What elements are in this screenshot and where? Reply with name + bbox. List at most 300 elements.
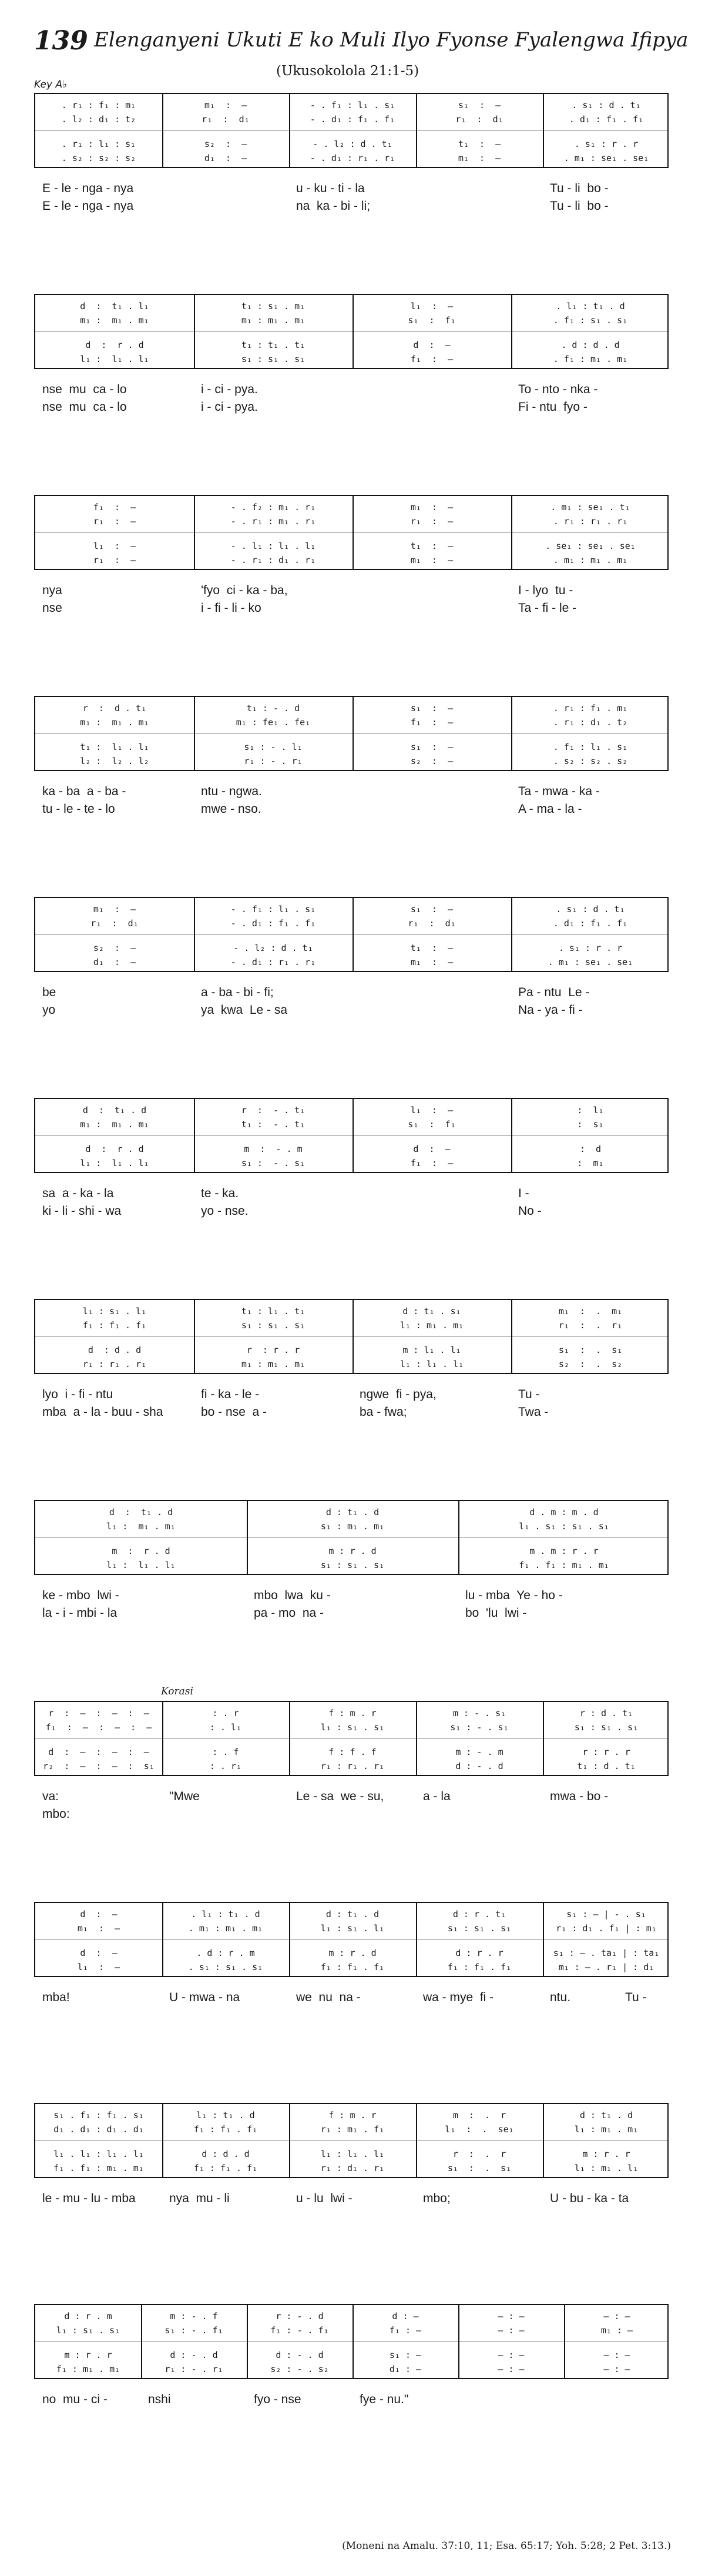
solfa-measure: - . r₁ : d₁ . r₁ — [230, 555, 316, 565]
solfa-measure: . m₁ : m₁ . m₁ — [553, 555, 628, 565]
solfa-measure: d : t₁ . d — [325, 1909, 380, 1920]
clef-divider — [35, 532, 667, 533]
solfa-measure: s₂ : . s₂ — [558, 1359, 623, 1369]
lyric-syllables: Pa - ntu Le - — [518, 986, 590, 999]
lyric-verse-2 — [34, 1805, 669, 1823]
soprano-line — [35, 501, 670, 514]
solfa-measure: - . r₁ : m₁ . r₁ — [230, 516, 316, 527]
solfa-measure: s₁ : - . s₁ — [450, 1722, 509, 1733]
solfa-measure: f : m . r — [328, 1708, 377, 1719]
solfa-measure: . l₁ : t₁ . d — [191, 1909, 260, 1920]
solfa-measure: . s₂ : s₂ : s₂ — [61, 153, 136, 163]
lyric-verse-2 — [34, 1202, 669, 1220]
lyric-syllables: mba a - la - buu - sha — [42, 1405, 163, 1419]
lyric-syllables: Na - ya - fi - — [518, 1003, 583, 1017]
clef-divider — [35, 1537, 667, 1538]
solfa-measure: - . l₁ : l₁ . l₁ — [230, 541, 316, 551]
solfa-measure: m : r . r — [582, 2149, 630, 2159]
solfa-measure: m : - . m — [244, 1144, 303, 1154]
solfa-measure: . l₁ : t₁ . d — [556, 301, 625, 311]
solfa-measure: d₁ : — — [93, 957, 136, 967]
scripture-footnote: (Moneni na Amalu. 37:10, 11; Esa. 65:17; Yoh. 5:28; 2 Pet. 3:13.) — [342, 2540, 671, 2552]
solfa-measure: s₁ : f₁ — [408, 315, 456, 326]
solfa-measure: . m₁ : se₁ . t₁ — [550, 502, 630, 512]
lyric-verse-2 — [34, 1403, 669, 1421]
lyric-syllables — [169, 180, 287, 197]
lyric-syllables: be — [42, 986, 56, 999]
alto-line — [35, 1721, 670, 1734]
solfa-measure: l₁ : . se₁ — [445, 2124, 514, 2135]
solfa-measure: s₁ : . s₁ — [558, 1345, 623, 1355]
solfa-measure: f₁ : — — [93, 502, 136, 512]
solfa-measure: d : r . m — [64, 2311, 112, 2322]
lyric-verse-1 — [34, 180, 669, 197]
lyric-syllables: lyo i - fi - ntu — [42, 1388, 113, 1401]
lyric-syllables — [465, 2391, 562, 2408]
lyric-syllables: Le - sa we - su, — [296, 1790, 384, 1803]
tenor-line — [35, 1545, 670, 1557]
solfa-measure: l₁ : m₁ . l₁ — [574, 2163, 639, 2173]
lyric-syllables — [296, 2006, 414, 2024]
scripture-reference: (Ukusokolola 21:1-5) — [276, 63, 419, 79]
lyric-syllables: no mu - ci - — [42, 2393, 108, 2406]
solfa-measure: . s₁ : r . r — [558, 943, 623, 953]
solfa-measure: s₁ : s₁ . s₁ — [447, 1923, 512, 1934]
solfa-measure: . r₁ : d₁ . t₂ — [553, 717, 628, 728]
solfa-measure: s₁ : — — [410, 742, 454, 752]
music-system — [34, 2103, 669, 2244]
bass-line — [35, 2162, 670, 2175]
solfa-measure: l₁ : s₁ . l₁ — [82, 1306, 147, 1317]
solfa-measure: s₁ : — | - . s₁ — [566, 1909, 646, 1920]
solfa-measure: — : — — [498, 2325, 525, 2336]
solfa-measure: : . r — [212, 1708, 239, 1719]
solfa-measure: r : d . t₁ — [579, 1708, 633, 1719]
bass-line — [35, 1358, 670, 1371]
solfa-measure: d : - . d — [170, 2350, 218, 2360]
staff-box — [34, 897, 669, 972]
solfa-measure: d : — — [80, 1909, 118, 1920]
solfa-measure: l₁ : s₁ . l₁ — [320, 1923, 385, 1934]
solfa-measure: r : - . t₁ — [241, 1105, 306, 1116]
solfa-measure: l₁ : t₁ . d — [196, 2110, 255, 2121]
lyric-verse-1 — [34, 783, 669, 800]
staff-box — [34, 1701, 669, 1776]
music-system — [34, 1098, 669, 1239]
solfa-measure: - . f₁ : l₁ . s₁ — [230, 904, 316, 915]
lyric-syllables: nya mu - li — [169, 2192, 230, 2205]
solfa-measure: d : — : — : — — [48, 1747, 149, 1757]
lyric-syllables: Twa - — [518, 1405, 549, 1419]
solfa-measure: l₁ : m₁ . m₁ — [106, 1521, 176, 1532]
lyric-syllables — [423, 2207, 540, 2225]
clef-divider — [35, 1939, 667, 1940]
solfa-measure: m₁ : m₁ . m₁ — [80, 717, 149, 728]
lyric-verse-1 — [34, 582, 669, 599]
lyric-syllables: ntu - ngwa. — [201, 785, 262, 798]
solfa-measure: — : — — [498, 2350, 525, 2360]
lyric-verse-1 — [34, 1587, 669, 1604]
solfa-measure: r₁ : — — [93, 516, 136, 527]
lyric-syllables: Ta - fi - le - — [518, 601, 577, 615]
lyric-syllables: we nu na - — [296, 1991, 361, 2004]
soprano-line — [35, 1908, 670, 1921]
music-system — [34, 93, 669, 234]
soprano-line — [35, 1506, 670, 1519]
lyric-verse-2 — [34, 2207, 669, 2225]
lyric-syllables — [360, 783, 509, 800]
lyric-syllables: fyo - nse — [254, 2393, 301, 2406]
lyric-syllables: mbo; — [423, 2192, 451, 2205]
lyric-syllables — [550, 2207, 667, 2225]
solfa-measure: . d : d . d — [561, 340, 620, 350]
lyric-syllables: u - lu lwi - — [296, 2192, 352, 2205]
staff-box — [34, 696, 669, 771]
solfa-measure: l₁ . l₁ : l₁ . l₁ — [53, 2149, 144, 2159]
music-system — [34, 1686, 669, 1842]
solfa-measure: f₁ : - . f₁ — [270, 2325, 329, 2336]
alto-line — [35, 113, 670, 126]
lyric-syllables — [360, 381, 509, 398]
solfa-measure: : s₁ — [577, 1119, 604, 1130]
staff-box — [34, 1299, 669, 1374]
lyric-syllables: nshi — [148, 2393, 171, 2406]
solfa-measure: : m₁ — [577, 1158, 604, 1168]
alto-line — [35, 1520, 670, 1533]
solfa-measure: r : — : — : — — [48, 1708, 149, 1719]
solfa-measure: l₁ : — — [77, 1962, 120, 1972]
staff-box — [34, 1500, 669, 1575]
solfa-measure: . s₁ : s₁ . s₁ — [188, 1962, 263, 1972]
solfa-measure: r : r . r — [246, 1345, 300, 1355]
lyric-syllables — [360, 1001, 509, 1019]
solfa-measure: r₁ : - . r₁ — [164, 2364, 223, 2374]
solfa-measure: r₁ : - . r₁ — [244, 756, 303, 766]
bass-line — [35, 1559, 670, 1572]
clef-divider — [35, 331, 667, 332]
tenor-line — [35, 942, 670, 954]
alto-line — [35, 2123, 670, 2136]
solfa-measure: t₁ : d . t₁ — [577, 1761, 636, 1771]
solfa-measure: — : — — [603, 2364, 630, 2374]
lyric-syllables — [360, 2408, 456, 2426]
solfa-measure: s₁ : - . f₁ — [164, 2325, 223, 2336]
lyric-syllables: ya kwa Le - sa — [201, 1003, 288, 1017]
lyric-syllables: i - ci - pya. — [201, 383, 258, 396]
solfa-measure: f₁ : — — [410, 354, 454, 364]
lyric-verse-2 — [34, 1001, 669, 1019]
solfa-measure: d : t₁ . d — [82, 1105, 147, 1116]
clef-divider — [35, 1738, 667, 1739]
clef-divider — [35, 1336, 667, 1337]
lyric-syllables: le - mu - lu - mba — [42, 2192, 136, 2205]
solfa-measure: - . d₁ : f₁ . f₁ — [230, 918, 316, 929]
lyric-syllables: i - fi - li - ko — [201, 601, 261, 615]
solfa-measure: d : — — [413, 340, 451, 350]
solfa-measure: f : m . r — [328, 2110, 377, 2121]
solfa-measure: f₁ : — : — : — — [45, 1722, 152, 1733]
bass-line — [35, 1961, 670, 1974]
solfa-measure: m : - . m — [455, 1747, 503, 1757]
bass-line — [35, 353, 670, 366]
solfa-measure: - . l₂ : d . t₁ — [233, 943, 313, 953]
lyric-syllables: te - ka. — [201, 1187, 239, 1200]
solfa-measure: m₁ : — — [410, 555, 454, 565]
solfa-measure: m : - . s₁ — [452, 1708, 506, 1719]
lyric-syllables: nse mu ca - lo — [42, 383, 127, 396]
solfa-measure: d : t₁ . d — [325, 1507, 380, 1518]
solfa-measure: f₁ : f₁ . f₁ — [82, 1320, 147, 1331]
solfa-measure: r₁ : . r₁ — [558, 1320, 623, 1331]
solfa-measure: . f₁ : m₁ . m₁ — [553, 354, 628, 364]
solfa-measure: : . r₁ — [209, 1761, 242, 1771]
clef-divider — [35, 2140, 667, 2141]
alto-line — [35, 314, 670, 327]
solfa-measure: s₁ : s₁ . s₁ — [320, 1560, 385, 1570]
bass-line — [35, 956, 670, 969]
solfa-measure: . s₁ : d . t₁ — [556, 904, 625, 915]
staff-box — [34, 1098, 669, 1173]
solfa-measure: . d : r . m — [196, 1948, 255, 1958]
solfa-measure: d : r . r — [455, 1948, 503, 1958]
solfa-measure: f₁ : — — [410, 717, 454, 728]
solfa-measure: — : — — [498, 2364, 525, 2374]
lyric-syllables: ntu. Tu - — [550, 1991, 647, 2004]
solfa-measure: t₁ : — — [410, 943, 454, 953]
solfa-measure: m₁ : m₁ . m₁ — [241, 1359, 306, 1369]
clef-divider — [35, 733, 667, 734]
solfa-measure: m₁ : . m₁ — [558, 1306, 623, 1317]
lyric-syllables — [42, 2207, 160, 2225]
solfa-measure: m₁ : — — [410, 957, 454, 967]
lyric-syllables: tu - le - te - lo — [42, 802, 115, 816]
lyric-syllables: nse — [42, 601, 62, 615]
lyric-syllables — [360, 398, 509, 416]
lyric-syllables — [42, 2006, 160, 2024]
solfa-measure: t₁ : l₁ . l₁ — [80, 742, 149, 752]
clef-divider — [35, 2341, 667, 2342]
solfa-measure: t₁ : l₁ . t₁ — [241, 1306, 306, 1317]
bass-line — [35, 755, 670, 768]
lyric-syllables: lu - mba Ye - ho - — [465, 1589, 563, 1602]
lyric-syllables — [42, 2408, 139, 2426]
lyric-verse-1 — [34, 1185, 669, 1202]
lyric-syllables — [550, 1805, 667, 1823]
lyric-verse-2 — [34, 398, 669, 416]
lyric-syllables — [423, 1805, 540, 1823]
solfa-measure: . r₁ : r₁ . r₁ — [553, 516, 628, 527]
lyric-verse-1 — [34, 1386, 669, 1403]
solfa-measure: r₁ : m₁ . f₁ — [320, 2124, 385, 2135]
solfa-measure: d₁ : — — [204, 153, 247, 163]
lyric-syllables: pa - mo na - — [254, 1606, 324, 1620]
solfa-measure: f₁ : f₁ . f₁ — [193, 2163, 258, 2173]
solfa-measure: s₁ : — — [410, 904, 454, 915]
solfa-measure: r₁ : d₁ . r₁ — [320, 2163, 385, 2173]
solfa-measure: f₁ : m₁ . m₁ — [56, 2364, 120, 2374]
lyric-verse-2 — [34, 2408, 669, 2426]
solfa-measure: d : — — [413, 1144, 451, 1154]
soprano-line — [35, 1104, 670, 1117]
solfa-measure: d : d . d — [88, 1345, 142, 1355]
solfa-measure: m : r . d — [328, 1546, 377, 1556]
solfa-measure: s₂ : — — [93, 943, 136, 953]
lyric-verse-2 — [34, 2006, 669, 2024]
solfa-measure: : l₁ — [577, 1105, 604, 1116]
solfa-measure: l₁ : l₁ . l₁ — [80, 1158, 149, 1168]
lyric-syllables: Fi - ntu fyo - — [518, 400, 588, 414]
clef-divider — [35, 934, 667, 935]
solfa-measure: — : — — [498, 2311, 525, 2322]
lyric-verse-1 — [34, 1788, 669, 1805]
solfa-measure: . f₁ : s₁ . s₁ — [553, 315, 628, 326]
tenor-line — [35, 1344, 670, 1356]
alto-line — [35, 1118, 670, 1131]
solfa-measure: m . m : r . r — [529, 1546, 599, 1556]
solfa-measure: . r₁ : f₁ . m₁ — [553, 703, 628, 713]
solfa-measure: s₁ : s₁ . s₁ — [574, 1722, 639, 1733]
lyric-syllables: fi - ka - le - — [201, 1388, 260, 1401]
solfa-measure: d : t₁ . d — [579, 2110, 633, 2121]
music-system — [34, 495, 669, 636]
solfa-measure: . s₂ : s₂ . s₂ — [553, 756, 628, 766]
lyric-syllables — [296, 1805, 414, 1823]
lyric-syllables: A - ma - la - — [518, 802, 582, 816]
soprano-line — [35, 2310, 670, 2323]
lyric-syllables: ngwe fi - pya, — [360, 1388, 437, 1401]
lyric-syllables — [360, 582, 509, 599]
solfa-measure: s₂ : — — [204, 139, 247, 149]
tenor-line — [35, 339, 670, 351]
solfa-measure: m : . r — [452, 2110, 506, 2121]
solfa-measure: . r₁ : l₁ : s₁ — [61, 139, 136, 149]
bass-line — [35, 1157, 670, 1170]
solfa-measure: t₁ : — — [458, 139, 501, 149]
solfa-measure: l₁ : s₁ . s₁ — [320, 1722, 385, 1733]
solfa-measure: l₂ : l₂ . l₂ — [80, 756, 149, 766]
solfa-measure: d : - . d — [455, 1761, 503, 1771]
solfa-measure: - . d₁ : f₁ . f₁ — [310, 114, 395, 125]
solfa-measure: d : d . d — [202, 2149, 250, 2159]
solfa-measure: s₂ : — — [410, 756, 454, 766]
solfa-measure: f : f . f — [328, 1747, 377, 1757]
solfa-measure: s₁ : — — [458, 100, 501, 110]
solfa-measure: r₁ : r₁ . r₁ — [82, 1359, 147, 1369]
lyric-verse-1 — [34, 2190, 669, 2207]
lyric-syllables: bo - nse a - — [201, 1405, 267, 1419]
solfa-measure: . m₁ : se₁ . se₁ — [563, 153, 649, 163]
lyric-syllables: yo — [42, 1003, 56, 1017]
lyric-syllables — [571, 2408, 667, 2426]
solfa-measure: t₁ : - . t₁ — [241, 1119, 306, 1130]
lyric-syllables: mwa - bo - — [550, 1790, 609, 1803]
solfa-measure: m : r . d — [328, 1948, 377, 1958]
lyric-syllables — [360, 599, 509, 617]
solfa-measure: m₁ : — — [77, 1923, 120, 1934]
solfa-measure: r₁ : d₁ — [455, 114, 503, 125]
solfa-measure: r : d . t₁ — [82, 703, 147, 713]
alto-line — [35, 1922, 670, 1935]
lyric-syllables: mbo lwa ku - — [254, 1589, 331, 1602]
solfa-measure: r : - . d — [276, 2311, 324, 2322]
solfa-measure: d : r . t₁ — [452, 1909, 506, 1920]
lyric-syllables: Tu - li bo - — [550, 182, 609, 195]
solfa-measure: m : r . d — [112, 1546, 170, 1556]
solfa-measure: m₁ : — — [410, 502, 454, 512]
lyric-syllables: ke - mbo lwi - — [42, 1589, 119, 1602]
lyric-syllables: ka - ba a - ba - — [42, 785, 126, 798]
lyric-syllables: wa - mye fi - — [423, 1991, 494, 2004]
solfa-measure: — : — — [603, 2350, 630, 2360]
music-system — [34, 897, 669, 1038]
lyric-syllables: Ta - mwa - ka - — [518, 785, 600, 798]
lyric-syllables: 'fyo ci - ka - ba, — [201, 584, 288, 597]
solfa-measure: . s₁ : d . t₁ — [572, 100, 641, 110]
solfa-measure: m : - . f — [170, 2311, 218, 2322]
soprano-line — [35, 702, 670, 715]
soprano-line — [35, 1707, 670, 1720]
solfa-measure: . r₁ : f₁ : m₁ — [61, 100, 136, 110]
solfa-measure: s₁ : . s₁ — [447, 2163, 512, 2173]
lyric-syllables — [169, 197, 287, 215]
solfa-measure: : . f — [212, 1747, 239, 1757]
lyric-syllables — [169, 1805, 287, 1823]
solfa-measure: s₁ : - . l₁ — [244, 742, 303, 752]
lyric-syllables: mba! — [42, 1991, 70, 2004]
solfa-measure: - . l₂ : d . t₁ — [313, 139, 392, 149]
solfa-measure: s₁ : s₁ . s₁ — [241, 1320, 306, 1331]
tenor-line — [35, 741, 670, 753]
tenor-line — [35, 1143, 670, 1155]
solfa-measure: r₁ : d₁ — [408, 918, 456, 929]
lyric-verse-2 — [34, 800, 669, 818]
solfa-measure: s₁ : m₁ . m₁ — [320, 1521, 385, 1532]
clef-divider — [35, 130, 667, 131]
soprano-line — [35, 99, 670, 112]
music-system — [34, 1299, 669, 1440]
solfa-measure: m : r . r — [64, 2350, 112, 2360]
lyric-syllables — [360, 1185, 509, 1202]
solfa-measure: s₁ : — . ta₁ | : ta₁ — [553, 1948, 660, 1958]
solfa-measure: t₁ : s₁ . m₁ — [241, 301, 306, 311]
solfa-measure: l₁ : m₁ . m₁ — [400, 1320, 464, 1331]
alto-line — [35, 716, 670, 729]
solfa-measure: d : — — [80, 1948, 118, 1958]
lyric-syllables — [465, 2408, 562, 2426]
solfa-measure: d : t₁ . s₁ — [402, 1306, 461, 1317]
lyric-syllables — [360, 800, 509, 818]
lyric-syllables: i - ci - pya. — [201, 400, 258, 414]
lyric-syllables: U - mwa - na — [169, 1991, 240, 2004]
lyric-syllables: Tu - li bo - — [550, 199, 609, 213]
lyric-syllables: To - nto - nka - — [518, 383, 598, 396]
solfa-measure: m₁ : — . r₁ | : d₁ — [558, 1962, 654, 1972]
lyric-syllables: va: — [42, 1790, 59, 1803]
solfa-measure: - . f₂ : m₁ . r₁ — [230, 502, 316, 512]
solfa-measure: s₁ : f₁ — [408, 1119, 456, 1130]
solfa-measure: m₁ : m₁ . m₁ — [80, 315, 149, 326]
lyric-syllables: a - ba - bi - fi; — [201, 986, 274, 999]
solfa-measure: m₁ : m₁ . m₁ — [241, 315, 306, 326]
staff-box — [34, 294, 669, 369]
solfa-measure: f₁ : — — [389, 2325, 422, 2336]
solfa-measure: s₁ : — — [389, 2350, 422, 2360]
solfa-measure: : . l₁ — [209, 1722, 242, 1733]
music-system — [34, 2304, 669, 2445]
solfa-measure: s₁ : s₁ . s₁ — [241, 354, 306, 364]
solfa-measure: l₁ : — — [410, 1105, 454, 1116]
lyric-syllables — [423, 197, 540, 215]
